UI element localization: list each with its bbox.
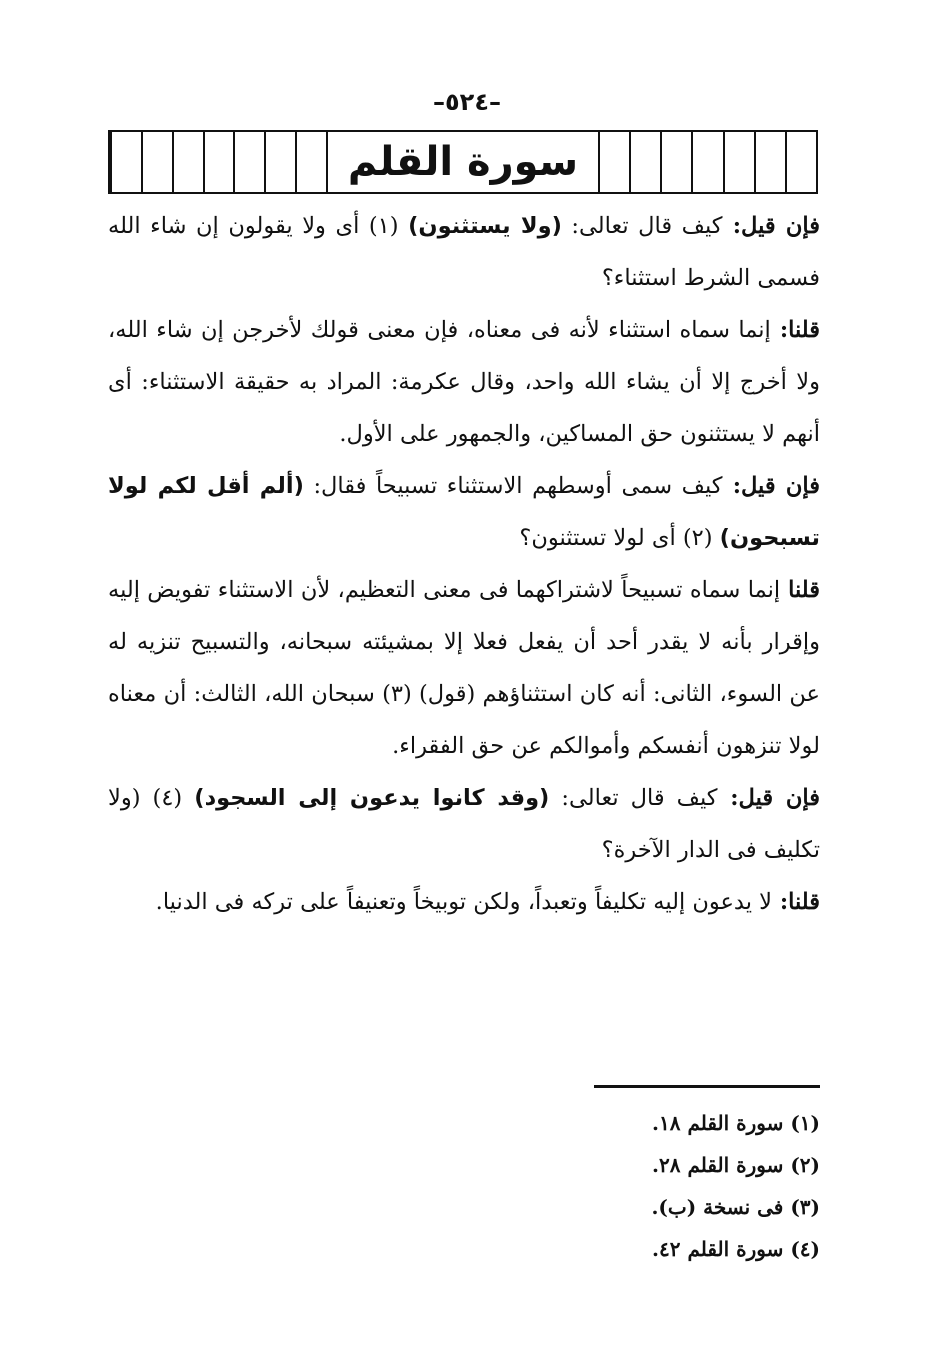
paragraph-text: إنما سماه استثناء لأنه فى معناه، فإن معنى قولك لأخرجن إن شاء الله، ولا أخرج إلا أن يشاء الله واحد، وقال عكرمة: المراد به حقيقة الاستثناء: أى أنهم لا يستثنون حق المساكين، والجمهور على الأول. — [108, 317, 821, 447]
paragraph-lead: قلنا — [780, 577, 821, 603]
paragraph-text: كيف قال تعالى: — [561, 213, 723, 239]
body-text — [108, 200, 820, 928]
paragraph-lead: قلنا: — [770, 317, 820, 343]
paragraph-lead: فإن قيل: — [722, 213, 820, 239]
footnote-item: (٢) سورة القلم ٢٨. — [652, 1153, 820, 1177]
paragraph-text: (٢) أى لولا تستثنون؟ — [519, 525, 720, 551]
quran-quote: (ألم أقل لكم لولا تسبحون) — [108, 473, 820, 551]
paragraph — [108, 304, 820, 460]
paragraph-lead: قلنا: — [772, 889, 820, 915]
paragraph-text: (١) أى ولا يقولون إن شاء الله فسمى الشرط استثناء؟ — [108, 213, 820, 291]
banner-left-ornament — [110, 132, 326, 192]
quran-quote: (وقد كانوا يدعون إلى السجود) — [194, 785, 550, 811]
footnotes — [108, 1102, 820, 1270]
page-number: –٥٢٤– — [433, 88, 501, 116]
paragraph-text: إنما سماه تسبيحاً لاشتراكهما فى معنى التعظيم، لأن الاستثناء تفويض إليه وإقرار بأنه لا يقدر أحد أن يفعل فعلا إلا بمشيئته سبحانه، والتسبيح تنزيه له عن السوء، الثانى: أنه كان استثناؤهم (قول) (٣) سبحان الله، الثالث: أن معناه لولا تنزهون أنفسكم وأموالكم عن حق الفقراء. — [108, 577, 820, 759]
paragraph-lead: فإن قيل: — [717, 785, 820, 811]
banner-right-ornament — [600, 132, 816, 192]
surah-title-banner — [108, 130, 818, 194]
paragraph-text: (٤) (ولا تكليف فى الدار الآخرة؟ — [108, 785, 820, 863]
paragraph — [108, 772, 820, 876]
footnote-item: (٣) فى نسخة (ب). — [651, 1195, 820, 1219]
footnote-item: (١) سورة القلم ١٨. — [652, 1111, 820, 1135]
paragraph-text: لا يدعون إليه تكليفاً وتعبداً، ولكن توبيخاً وتعنيفاً على تركه فى الدنيا. — [155, 889, 772, 915]
footnote-divider — [594, 1085, 820, 1088]
surah-title: سورة القلم — [326, 132, 600, 192]
paragraph — [108, 460, 820, 564]
footnote-item: (٤) سورة القلم ٤٢. — [652, 1237, 820, 1261]
quran-quote: (ولا يستثنون) — [408, 213, 562, 239]
paragraph-text: كيف سمى أوسطهم الاستثناء تسبيحاً فقال: — [303, 473, 723, 499]
paragraph — [108, 200, 820, 304]
paragraph — [108, 564, 820, 772]
paragraph-lead: فإن قيل: — [722, 473, 820, 499]
paragraph-text: كيف قال تعالى: — [549, 785, 718, 811]
paragraph — [108, 876, 820, 928]
